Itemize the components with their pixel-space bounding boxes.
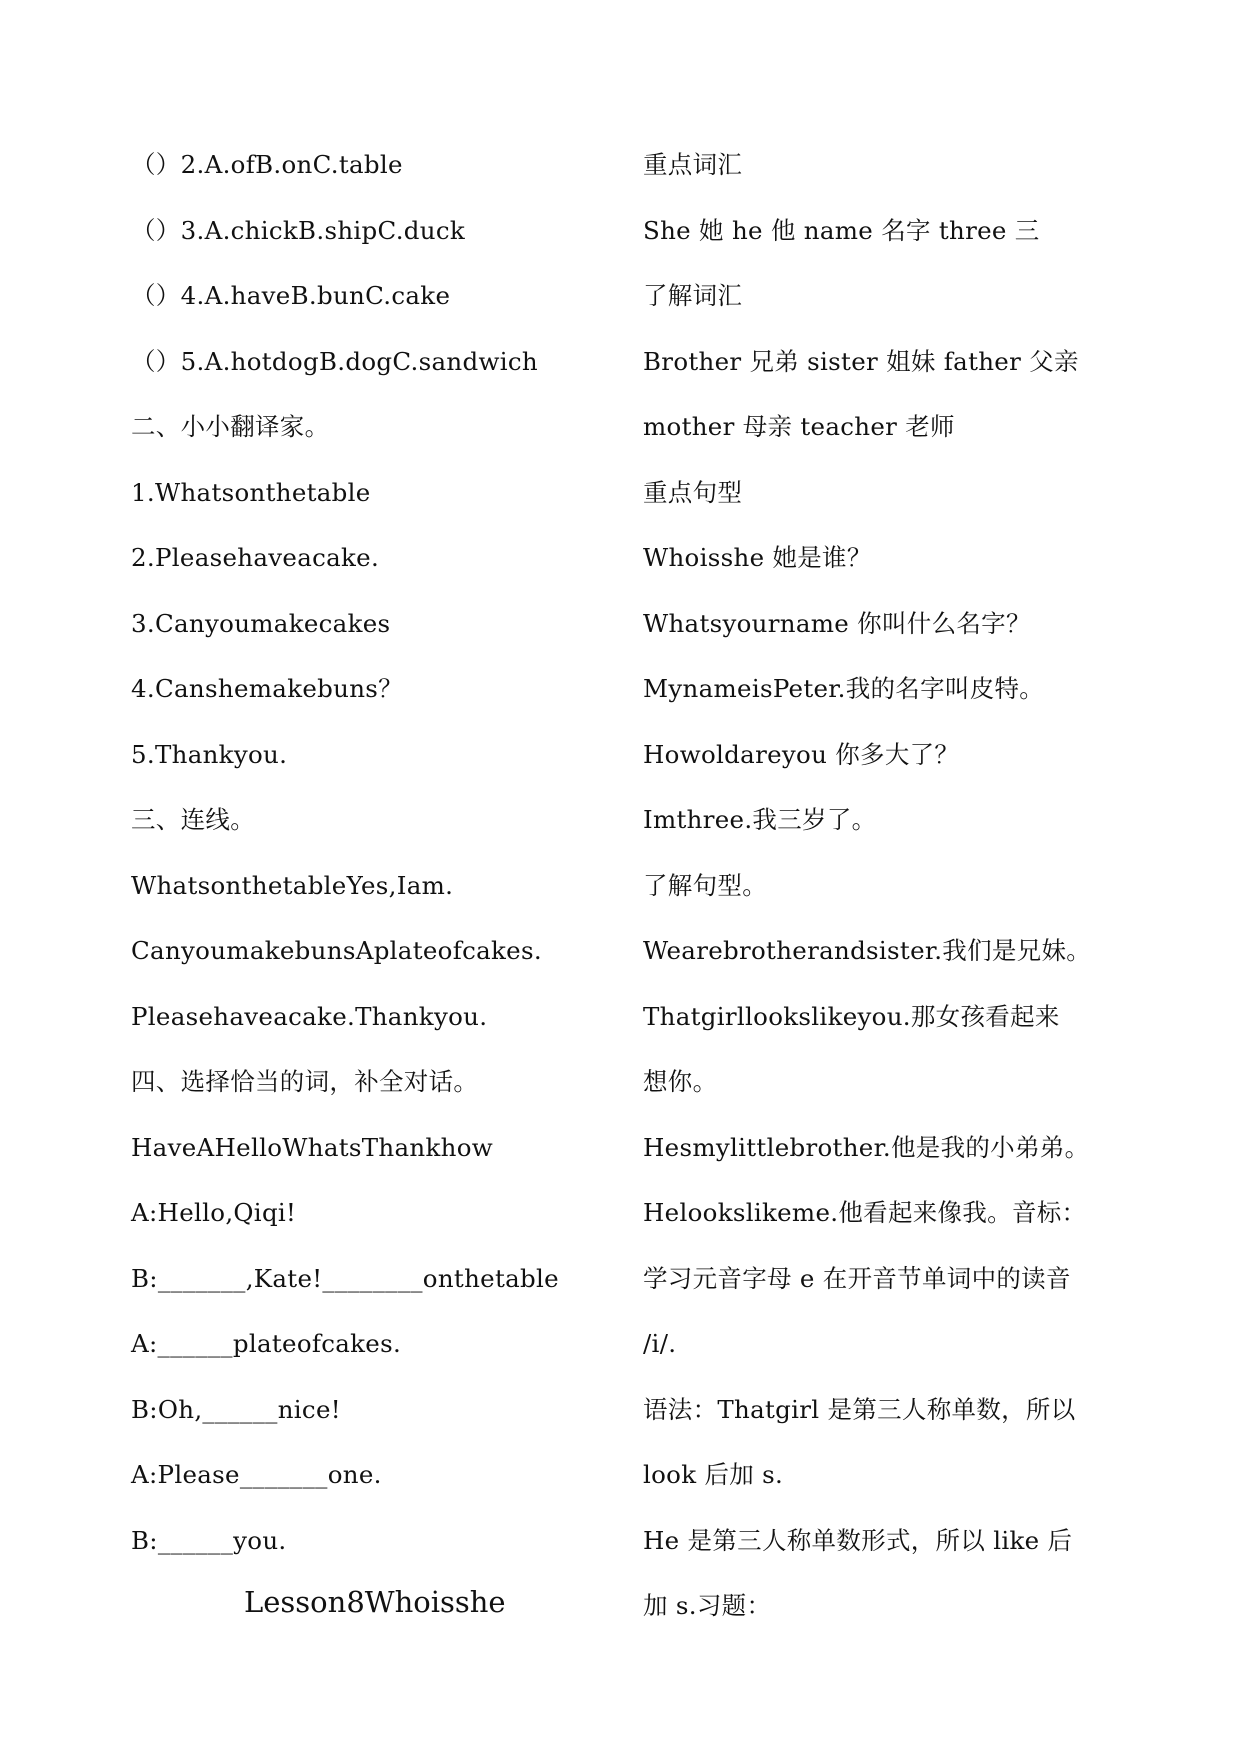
dialogue-line-4: B:Oh,______nice! [131, 1394, 341, 1424]
key-sentence-2: Whatsyourname 你叫什么名字？ [643, 608, 1031, 638]
grammar-note-2: He 是第三人称单数形式，所以 like 后 [643, 1525, 1073, 1555]
heading-extra-vocabulary: 了解词汇 [643, 281, 743, 310]
key-sentence-1: Whoisshe 她是谁？ [643, 543, 872, 572]
dialogue-line-5: A:Please_______one. [131, 1460, 382, 1489]
extra-sentence-2: Thatgirllookslikeyou.那女孩看起来 [643, 1001, 1060, 1031]
choice-question-4: （）4.A.haveB.bunC.cake [131, 281, 451, 310]
match-item-2: CanyoumakebunsAplateofcakes. [131, 936, 542, 965]
translate-item-5: 5.Thankyou. [131, 739, 288, 769]
heading-extra-sentences: 了解句型。 [643, 870, 767, 900]
section-heading-match: 三、连线。 [131, 805, 255, 834]
match-item-3: Pleasehaveacake.Thankyou. [131, 1001, 488, 1031]
key-vocabulary-list: She 她 he 他 name 名字 three 三 [643, 215, 1040, 245]
dialogue-line-3: A:______plateofcakes. [131, 1329, 402, 1358]
phonetics-note: 学习元音字母 e 在开音节单词中的读音 [643, 1263, 1071, 1293]
phonetics-note-cont: /i/. [643, 1329, 677, 1358]
match-item-1: WhatsonthetableYes,Iam. [131, 870, 454, 900]
extra-vocabulary-line-1: Brother 兄弟 sister 姐妹 father 父亲 [643, 346, 1079, 376]
heading-key-sentences: 重点句型 [643, 477, 743, 507]
choice-question-2: （）2.A.ofB.onC.table [131, 150, 403, 179]
extra-sentence-4-phonetics: Helookslikeme.他看起来像我。音标： [643, 1198, 1087, 1227]
key-sentence-5: Imthree.我三岁了。 [643, 805, 877, 834]
extra-sentence-1: Wearebrotherandsister.我们是兄妹。 [643, 936, 1092, 965]
section-heading-translate: 二、小小翻译家。 [131, 412, 330, 441]
translate-item-4: 4.Canshemakebuns？ [131, 674, 403, 703]
grammar-note-1-cont: look 后加 s. [643, 1460, 784, 1489]
key-sentence-3: MynameisPeter.我的名字叫皮特。 [643, 674, 1045, 703]
extra-sentence-2-cont: 想你。 [643, 1067, 718, 1096]
section-heading-fill-dialogue: 四、选择恰当的词，补全对话。 [131, 1067, 479, 1096]
heading-key-vocabulary: 重点词汇 [643, 150, 743, 179]
right-column [643, 141, 1123, 1648]
choice-question-5: （）5.A.hotdogB.dogC.sandwich [131, 346, 538, 376]
extra-sentence-3: Hesmylittlebrother.他是我的小弟弟。 [643, 1132, 1090, 1162]
left-column [131, 141, 611, 1582]
word-bank: HaveAHelloWhatsThankhow [131, 1132, 494, 1162]
translate-item-3: 3.Canyoumakecakes [131, 608, 391, 638]
dialogue-line-1: A:Hello,Qiqi! [131, 1198, 297, 1227]
extra-vocabulary-line-2: mother 母亲 teacher 老师 [643, 412, 955, 441]
translate-item-2: 2.Pleasehaveacake. [131, 543, 380, 572]
dialogue-line-2: B:_______,Kate!________onthetable [131, 1263, 559, 1293]
choice-question-3: （）3.A.chickB.shipC.duck [131, 215, 466, 245]
grammar-note-1: 语法：Thatgirl 是第三人称单数，所以 [643, 1394, 1076, 1424]
translate-item-1: 1.Whatsonthetable [131, 477, 371, 507]
dialogue-line-6: B:______you. [131, 1525, 287, 1555]
key-sentence-4: Howoldareyou 你多大了？ [643, 739, 960, 769]
lesson-title: Lesson8Whoisshe [244, 1585, 506, 1619]
grammar-note-2-cont: 加 s.习题： [643, 1591, 772, 1620]
